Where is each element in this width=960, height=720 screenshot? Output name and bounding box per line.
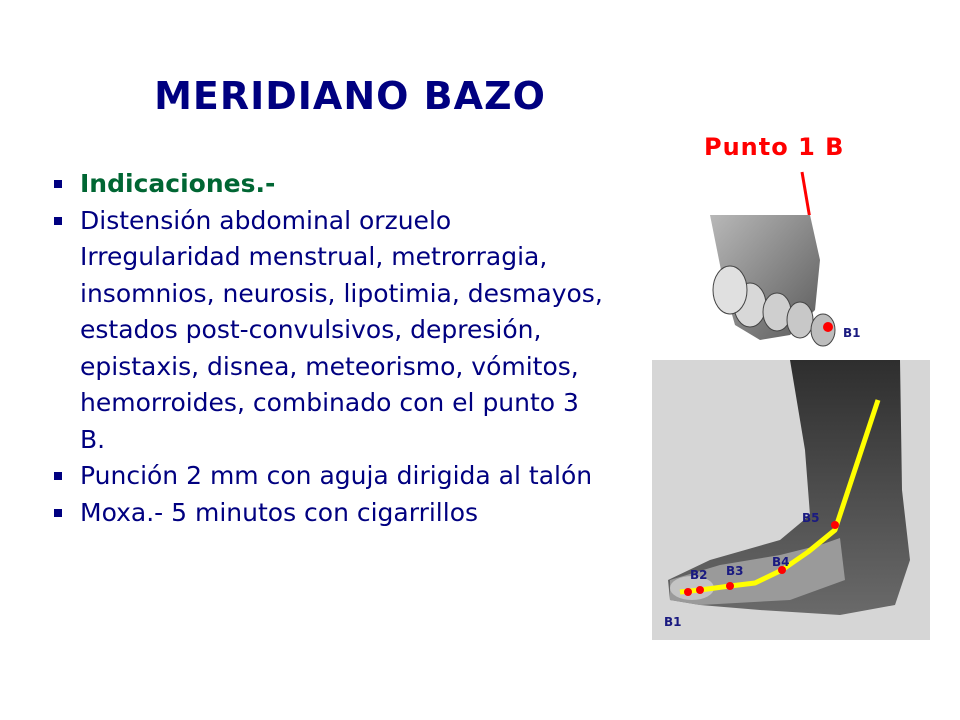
label-b1-top: B1	[843, 326, 861, 340]
foot-side-photo	[652, 360, 930, 640]
label-b2: B2	[690, 568, 708, 582]
bullet-indications-list	[50, 203, 610, 459]
acupoint-b5	[831, 521, 839, 529]
square-bullet-icon	[54, 217, 62, 225]
bullet-text: Punción 2 mm con aguja dirigida al talón	[80, 461, 593, 490]
slide-title: MERIDIANO BAZO	[154, 74, 546, 118]
bullet-indicaciones	[50, 166, 610, 203]
bullet-text: Moxa.- 5 minutos con cigarrillos	[80, 497, 479, 527]
foot-meridian-figure	[640, 160, 940, 650]
punto-1b-callout: Punto 1 B	[704, 133, 845, 161]
square-bullet-icon	[54, 472, 62, 480]
bullet-text: Distensión abdominal orzuelo Irregularidad menstrual, metrorragia, insomnios, neurosis, lipotimia, desmayos, estados post-convulsivos, depresión, epistaxis, disnea, meteorismo, vómitos, hemorroides, combinado con el punto 3 B.	[80, 205, 603, 454]
label-b3: B3	[726, 564, 744, 578]
toes-photo	[652, 215, 930, 355]
acupoint-b1-side	[684, 588, 692, 596]
label-b5: B5	[802, 511, 820, 525]
bullet-text: Indicaciones.-	[80, 169, 276, 198]
bullet-moxa	[50, 495, 610, 532]
square-bullet-icon	[54, 180, 62, 188]
bullet-puncion	[50, 458, 610, 495]
bullet-list	[50, 166, 610, 531]
label-b1-bottom: B1	[664, 615, 682, 629]
label-b4: B4	[772, 555, 790, 569]
acupoint-b3	[726, 582, 734, 590]
acupoint-b2	[696, 586, 704, 594]
acupoint-b1-top	[823, 322, 833, 332]
foot-illustration	[640, 160, 940, 650]
square-bullet-icon	[54, 509, 62, 517]
